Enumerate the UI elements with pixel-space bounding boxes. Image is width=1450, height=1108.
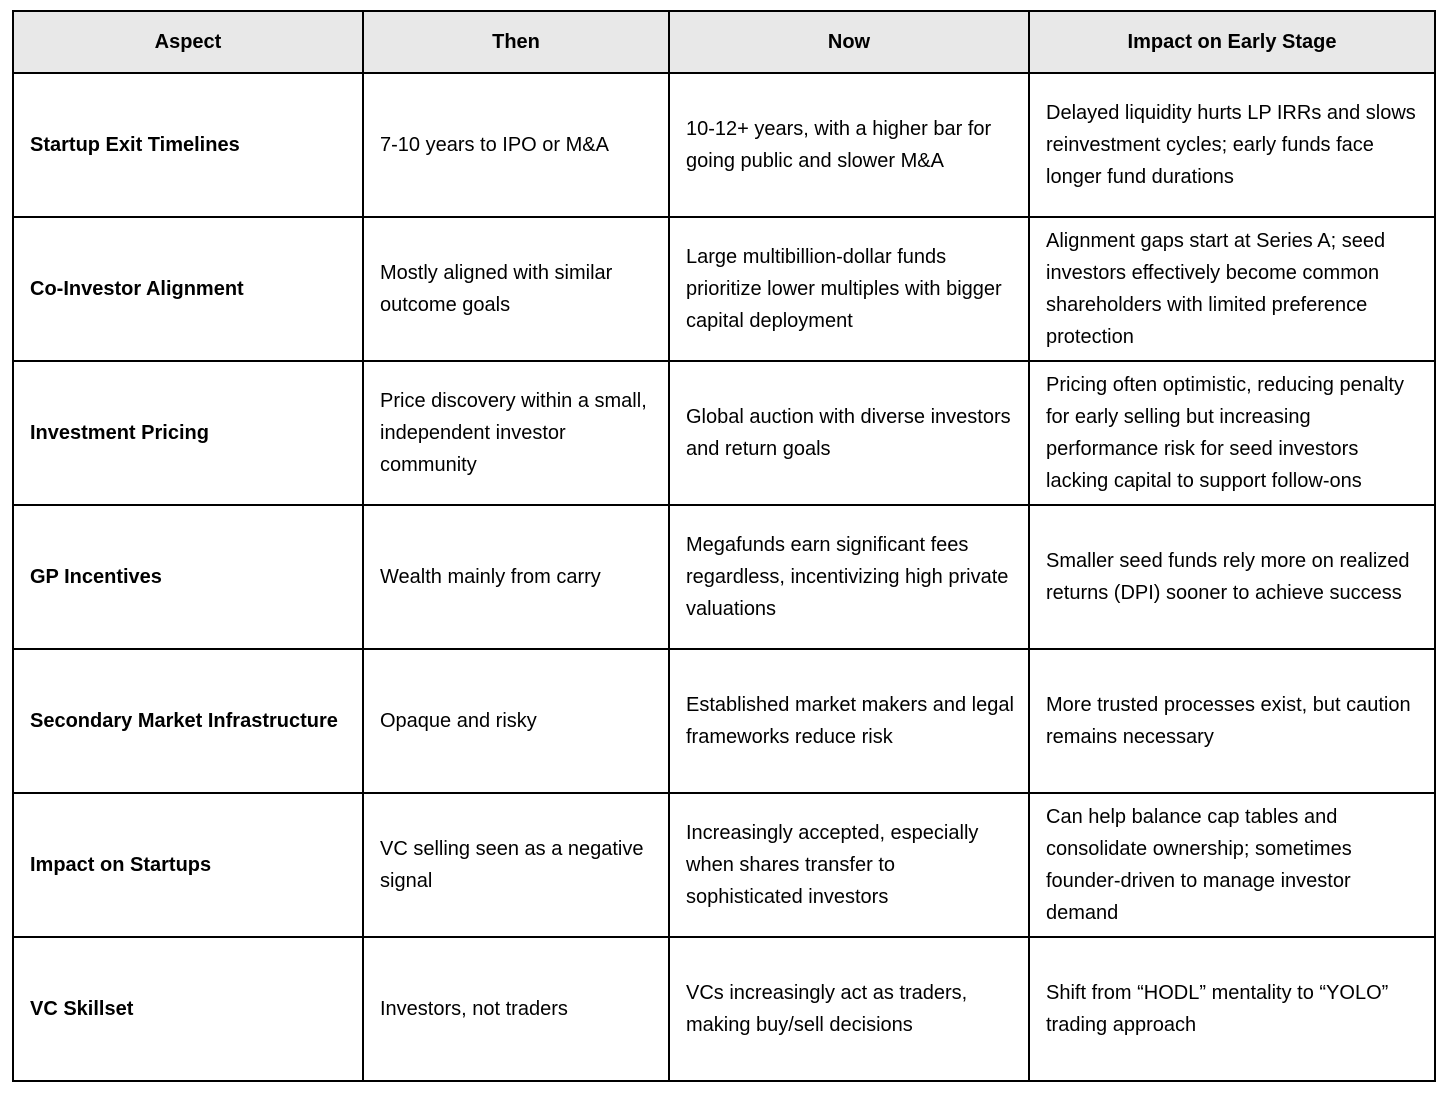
then-cell: Investors, not traders — [363, 937, 669, 1081]
then-cell: Wealth mainly from carry — [363, 505, 669, 649]
table-row — [13, 217, 1435, 361]
aspect-cell: Investment Pricing — [13, 361, 363, 505]
then-cell: VC selling seen as a negative signal — [363, 793, 669, 937]
table-row — [13, 505, 1435, 649]
header-now: Now — [669, 11, 1029, 73]
table-row — [13, 937, 1435, 1081]
comparison-table — [12, 10, 1436, 1082]
aspect-cell: Co-Investor Alignment — [13, 217, 363, 361]
impact-cell: Smaller seed funds rely more on realized returns (DPI) sooner to achieve success — [1029, 505, 1435, 649]
now-cell: VCs increasingly act as traders, making buy/sell decisions — [669, 937, 1029, 1081]
header-impact: Impact on Early Stage — [1029, 11, 1435, 73]
then-cell: Opaque and risky — [363, 649, 669, 793]
table-row — [13, 73, 1435, 217]
now-cell: 10-12+ years, with a higher bar for going public and slower M&A — [669, 73, 1029, 217]
aspect-cell: GP Incentives — [13, 505, 363, 649]
table-row — [13, 649, 1435, 793]
table-row — [13, 361, 1435, 505]
now-cell: Global auction with diverse investors and return goals — [669, 361, 1029, 505]
aspect-cell: Secondary Market Infrastructure — [13, 649, 363, 793]
then-cell: 7-10 years to IPO or M&A — [363, 73, 669, 217]
aspect-cell: VC Skillset — [13, 937, 363, 1081]
impact-cell: Shift from “HODL” mentality to “YOLO” trading approach — [1029, 937, 1435, 1081]
aspect-cell: Impact on Startups — [13, 793, 363, 937]
table-row — [13, 793, 1435, 937]
now-cell: Megafunds earn significant fees regardless, incentivizing high private valuations — [669, 505, 1029, 649]
impact-cell: Can help balance cap tables and consolidate ownership; sometimes founder-driven to manage investor demand — [1029, 793, 1435, 937]
aspect-cell: Startup Exit Timelines — [13, 73, 363, 217]
now-cell: Large multibillion-dollar funds prioritize lower multiples with bigger capital deployment — [669, 217, 1029, 361]
now-cell: Established market makers and legal frameworks reduce risk — [669, 649, 1029, 793]
impact-cell: Alignment gaps start at Series A; seed investors effectively become common shareholders with limited preference protection — [1029, 217, 1435, 361]
header-aspect: Aspect — [13, 11, 363, 73]
then-cell: Price discovery within a small, independent investor community — [363, 361, 669, 505]
now-cell: Increasingly accepted, especially when shares transfer to sophisticated investors — [669, 793, 1029, 937]
table-header-row — [13, 11, 1435, 73]
impact-cell: Pricing often optimistic, reducing penalty for early selling but increasing performance risk for seed investors lacking capital to support follow-ons — [1029, 361, 1435, 505]
impact-cell: Delayed liquidity hurts LP IRRs and slows reinvestment cycles; early funds face longer fund durations — [1029, 73, 1435, 217]
impact-cell: More trusted processes exist, but caution remains necessary — [1029, 649, 1435, 793]
then-cell: Mostly aligned with similar outcome goals — [363, 217, 669, 361]
header-then: Then — [363, 11, 669, 73]
